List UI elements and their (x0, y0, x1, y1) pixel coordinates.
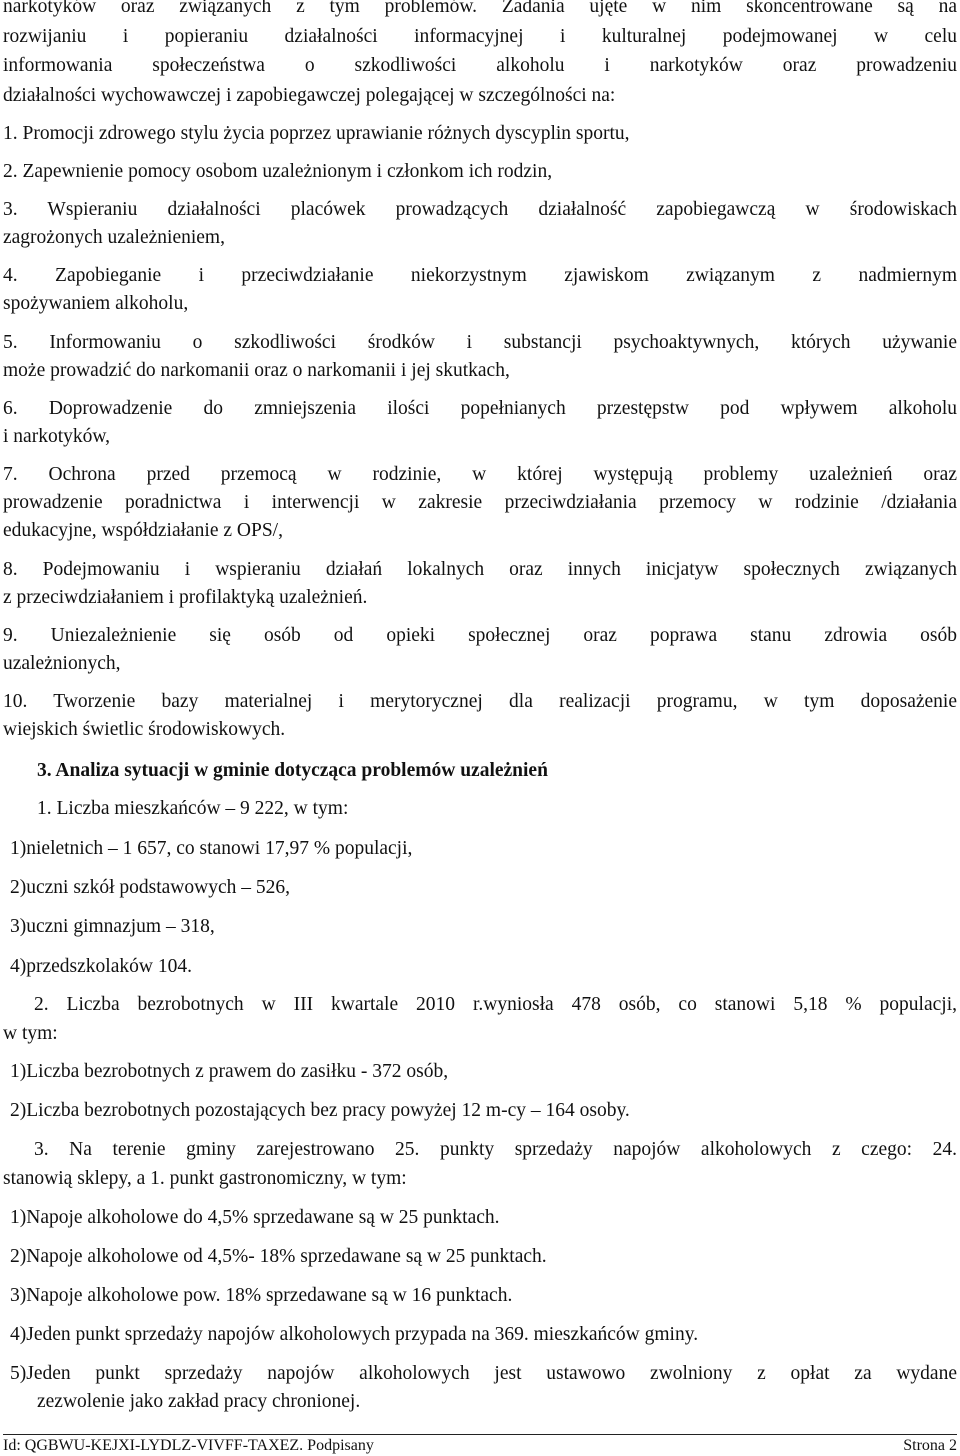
sales-points-item-5-line-2: zezwolenie jako zakład pracy chronionej. (37, 1391, 361, 1412)
intro-line-2: rozwijaniu i popieraniu działalności informacyjnej i kulturalnej podejmowanej w celu (3, 26, 957, 47)
task-8-line-2: z przeciwdziałaniem i profilaktyką uzależnień. (3, 587, 368, 608)
population-item-1: 1)nieletnich – 1 657, co stanowi 17,97 % populacji, (10, 838, 413, 859)
task-3-line-2: zagrożonych uzależnieniem, (3, 227, 225, 248)
population-item-4: 4)przedszkolaków 104. (10, 956, 192, 977)
unemployment-item-1: 1)Liczba bezrobotnych z prawem do zasiłku - 372 osób, (10, 1061, 449, 1082)
task-8-line-1: 8. Podejmowaniu i wspieraniu działań lokalnych oraz innych inicjatyw społecznych związanych (3, 559, 957, 580)
task-1: 1. Promocji zdrowego stylu życia poprzez uprawianie różnych dyscyplin sportu, (3, 123, 630, 144)
task-5-line-1: 5. Informowaniu o szkodliwości środków i substancji psychoaktywnych, których używanie (3, 332, 957, 353)
intro-line-3: informowania społeczeństwa o szkodliwości alkoholu i narkotyków oraz prowadzeniu (3, 55, 957, 76)
task-7-line-1: 7. Ochrona przed przemocą w rodzinie, w której występują problemy uzależnień oraz (3, 464, 957, 485)
task-4-line-1: 4. Zapobieganie i przeciwdziałanie niekorzystnym zjawiskom związanym z nadmiernym (3, 265, 957, 286)
unemployment-line-2: w tym: (3, 1023, 58, 1044)
page-number: Strona 2 (903, 1437, 957, 1454)
task-6-line-1: 6. Doprowadzenie do zmniejszenia ilości popełnianych przestępstw pod wpływem alkoholu (3, 398, 957, 419)
task-9-line-2: uzależnionych, (3, 653, 121, 674)
population-title: 1. Liczba mieszkańców – 9 222, w tym: (37, 798, 349, 819)
intro-line-1: narkotyków oraz związanych z tym problemów. Zadania ujęte w nim skoncentrowane są na (3, 0, 957, 17)
task-4-line-2: spożywaniem alkoholu, (3, 293, 189, 314)
task-10-line-2: wiejskich świetlic środowiskowych. (3, 719, 286, 740)
unemployment-item-2: 2)Liczba bezrobotnych pozostających bez pracy powyżej 12 m-cy – 164 osoby. (10, 1100, 630, 1121)
intro-line-4: działalności wychowawczej i zapobiegawczej polegającej w szczególności na: (3, 85, 616, 106)
sales-points-item-4: 4)Jeden punkt sprzedaży napojów alkoholowych przypada na 369. mieszkańców gminy. (10, 1324, 699, 1345)
task-9-line-1: 9. Uniezależnienie się osób od opieki społecznej oraz poprawa stanu zdrowia osób (3, 625, 957, 646)
page-footer (3, 1434, 957, 1455)
task-7-line-2: prowadzenie poradnictwa i interwencji w zakresie przeciwdziałania przemocy w rodzinie /działania (3, 492, 957, 513)
task-7-line-3: edukacyjne, współdziałanie z OPS/, (3, 520, 283, 541)
sales-points-line-2: stanowią sklepy, a 1. punkt gastronomiczny, w tym: (3, 1168, 407, 1189)
sales-points-item-5-line-1: 5)Jeden punkt sprzedaży napojów alkoholowych jest ustawowo zwolniony z opłat za wydane (10, 1363, 957, 1384)
unemployment-line-1: 2. Liczba bezrobotnych w III kwartale 2010 r.wyniosła 478 osób, co stanowi 5,18 % populacji, (34, 994, 957, 1015)
sales-points-item-2: 2)Napoje alkoholowe od 4,5%- 18% sprzedawane są w 25 punktach. (10, 1246, 547, 1267)
population-item-3: 3)uczni gimnazjum – 318, (10, 916, 215, 937)
sales-points-item-1: 1)Napoje alkoholowe do 4,5% sprzedawane są w 25 punktach. (10, 1207, 500, 1228)
task-10-line-1: 10. Tworzenie bazy materialnej i merytorycznej dla realizacji programu, w tym doposażenie (3, 691, 957, 712)
task-6-line-2: i narkotyków, (3, 426, 111, 447)
task-5-line-2: może prowadzić do narkomanii oraz o narkomanii i jej skutkach, (3, 360, 510, 381)
sales-points-item-3: 3)Napoje alkoholowe pow. 18% sprzedawane są w 16 punktach. (10, 1285, 513, 1306)
document-id: Id: QGBWU-KEJXI-LYDLZ-VIVFF-TAXEZ. Podpisany (3, 1437, 374, 1454)
task-2: 2. Zapewnienie pomocy osobom uzależnionym i członkom ich rodzin, (3, 161, 553, 182)
population-item-2: 2)uczni szkół podstawowych – 526, (10, 877, 290, 898)
task-3-line-1: 3. Wspieraniu działalności placówek prowadzących działalność zapobiegawczą w środowiskach (3, 199, 957, 220)
section-3-heading: 3. Analiza sytuacji w gminie dotycząca problemów uzależnień (37, 760, 548, 781)
sales-points-line-1: 3. Na terenie gminy zarejestrowano 25. punkty sprzedaży napojów alkoholowych z czego: 24. (34, 1139, 957, 1160)
